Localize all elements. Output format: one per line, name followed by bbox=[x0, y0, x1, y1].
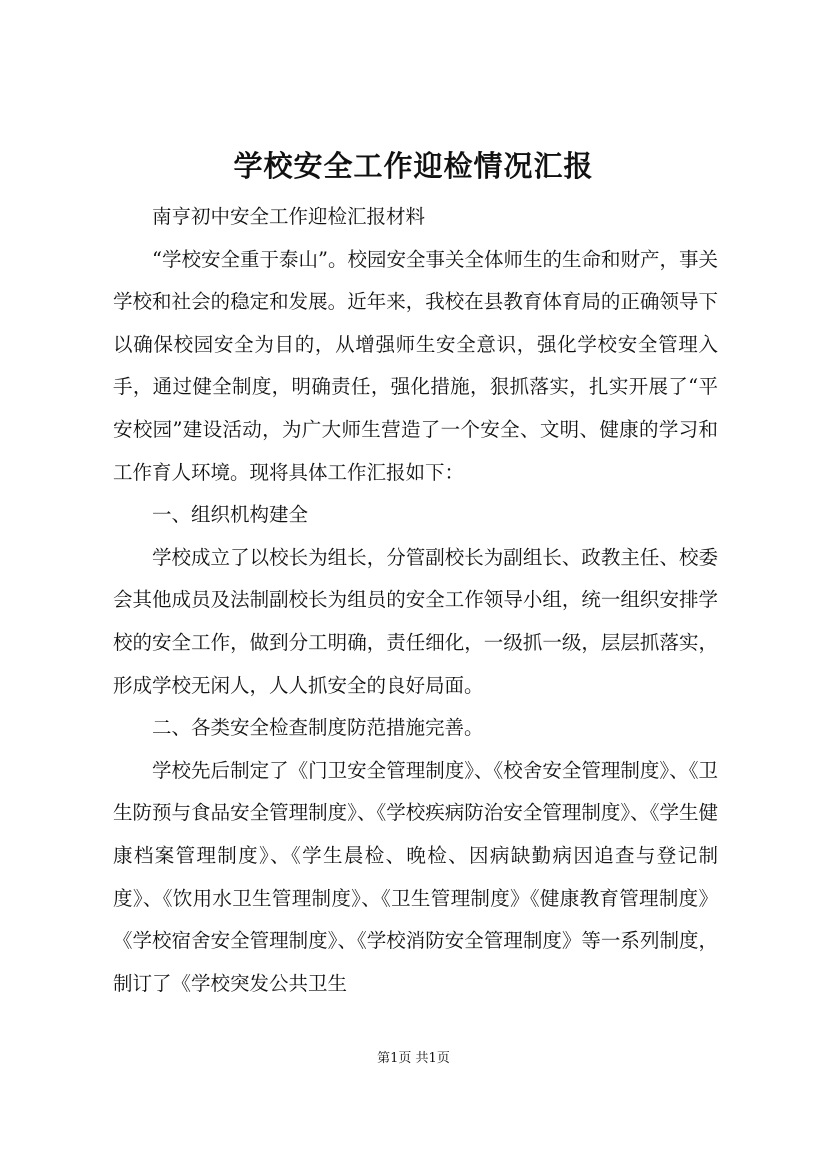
paragraph-subtitle: 南亨初中安全工作迎检汇报材料 bbox=[152, 205, 426, 228]
page-footer: 第1页 共1页 bbox=[377, 1051, 450, 1066]
section-heading-1: 一、组织机构建全 bbox=[152, 503, 309, 527]
paragraph-regulations: 学校先后制定了《门卫安全管理制度》、《校舍安全管理制度》、《卫生防预与食品安全管理制度》、《学校疾病防治安全管理制度》、《学生健康档案管理制度》、《学生晨检、晚检、因病缺勤病因追查与登记制度》、《饮用水卫生管理制度》、《卫生管理制度》《健康教育管理制度》《学校宿舍安全管理制度》、《学校消防安全管理制度》等一系列制度，制订了《学校突发公共卫生 bbox=[113, 758, 718, 995]
document-title: 学校安全工作迎检情况汇报 bbox=[233, 149, 594, 183]
document-body bbox=[113, 196, 718, 1005]
section-heading-2: 二、各类安全检查制度防范措施完善。 bbox=[152, 716, 484, 740]
paragraph-intro: “学校安全重于泰山”。校园安全事关全体师生的生命和财产，事关学校和社会的稳定和发展。近年来，我校在县教育体育局的正确领导下以确保校园安全为目的，从增强师生安全意识，强化学校安全管理入手，通过健全制度，明确责任，强化措施，狠抓落实，扎实开展了“平安校园”建设活动，为广大师生营造了一个安全、文明、健康的学习和工作育人环境。现将具体工作汇报如下： bbox=[113, 247, 718, 484]
paragraph-organization: 学校成立了以校长为组长，分管副校长为副组长、政教主任、校委会其他成员及法制副校长为组员的安全工作领导小组，统一组织安排学校的安全工作，做到分工明确，责任细化，一级抓一级，层层抓落实，形成学校无闲人，人人抓安全的良好局面。 bbox=[113, 545, 718, 697]
